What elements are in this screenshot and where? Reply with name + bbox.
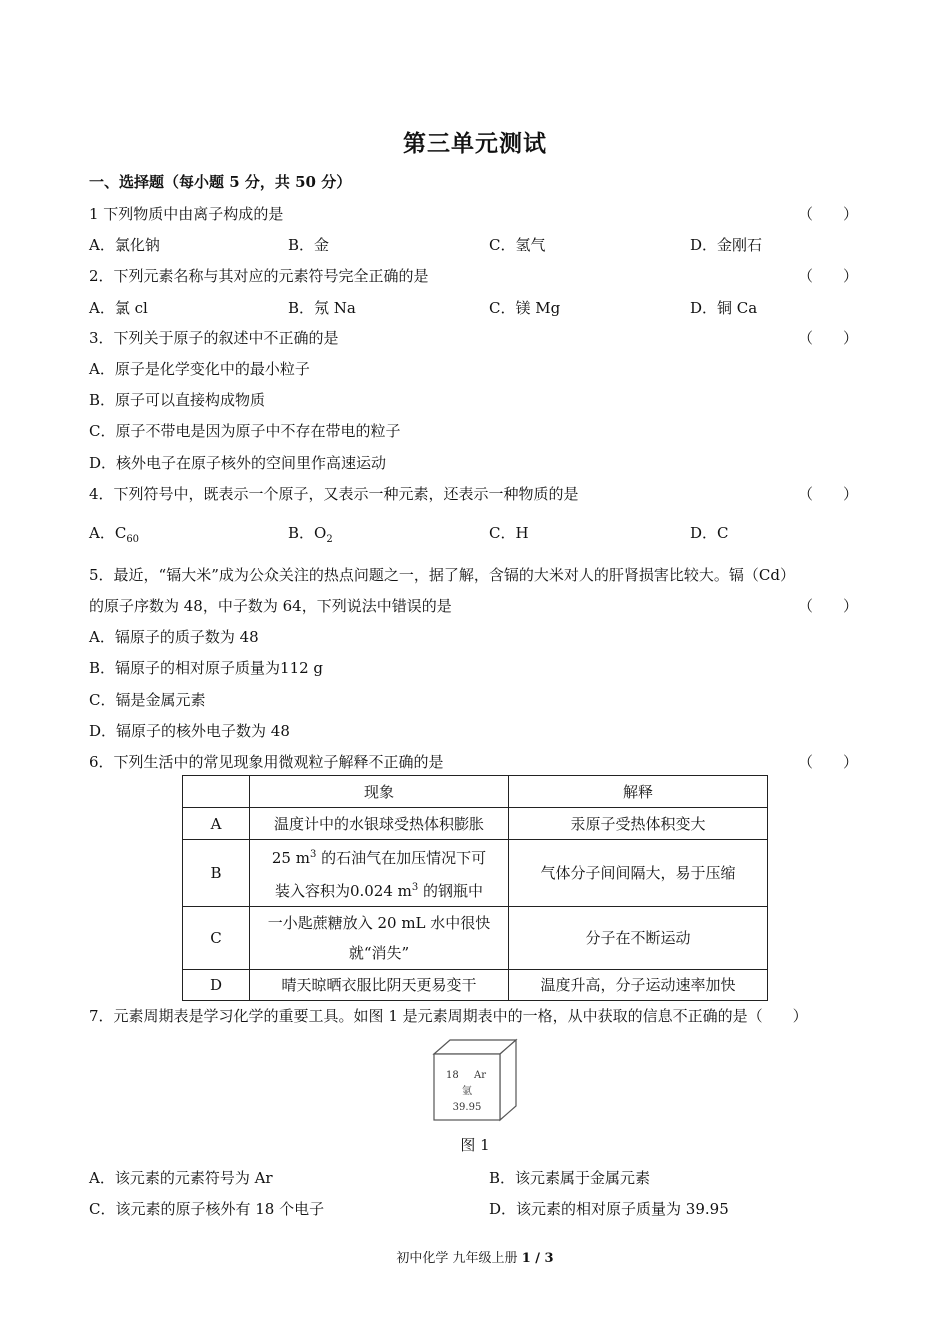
q4-option-a: A．$C_{60}$ bbox=[89, 524, 140, 545]
q3-option-b: B．原子可以直接构成物质 bbox=[89, 391, 266, 409]
question-5-stem: 5．最近，“镉大米”成为公众关注的热点问题之一，据了解，含镉的大米对人的肝肾损害比较大。镉（Cd） bbox=[89, 566, 795, 584]
q1-option-c: C．氢气 bbox=[489, 236, 546, 254]
phenomenon-line-1: 一小匙蔗糖放入 20 mL 水中很快 bbox=[267, 914, 491, 932]
row-phenomenon bbox=[250, 907, 509, 970]
answer-paren: （ ） bbox=[798, 597, 859, 615]
q7-option-c: C．该元素的原子核外有 18 个电子 bbox=[89, 1200, 325, 1218]
question-7-stem: 7．元素周期表是学习化学的重要工具。如图 1 是元素周期表中的一格，从中获取的信息不正确的是（ ） bbox=[89, 1007, 808, 1025]
table-header-cell bbox=[183, 776, 250, 808]
q4-option-d: D．C bbox=[690, 524, 729, 542]
q7-option-b: B．该元素属于金属元素 bbox=[489, 1169, 651, 1187]
q5-option-c: C．镉是金属元素 bbox=[89, 691, 206, 709]
row-phenomenon bbox=[250, 840, 509, 907]
q2-option-a: A．氯 cl bbox=[89, 299, 148, 317]
q3-option-d: D．核外电子在原子核外的空间里作高速运动 bbox=[89, 454, 387, 472]
phenomenon-line-1: 25 $m^3$ 的石油气在加压情况下可 bbox=[271, 849, 487, 867]
answer-paren: （ ） bbox=[798, 485, 859, 503]
row-explanation: 温度升高，分子运动速率加快 bbox=[509, 970, 768, 1001]
q6-table bbox=[182, 775, 768, 1001]
answer-paren: （ ） bbox=[798, 329, 859, 347]
periodic-table-cell-figure bbox=[428, 1038, 520, 1122]
q4-option-c: C．H bbox=[489, 524, 529, 542]
q5-option-d: D．镉原子的核外电子数为 48 bbox=[89, 722, 290, 740]
row-explanation: 分子在不断运动 bbox=[509, 907, 768, 970]
figure-caption: 图 1 bbox=[460, 1136, 490, 1154]
q1-option-b: B．金 bbox=[288, 236, 330, 254]
row-label: C bbox=[183, 907, 250, 970]
answer-paren: （ ） bbox=[798, 205, 859, 223]
table-row bbox=[183, 840, 768, 907]
section-heading: 一、选择题（每小题 5 分，共 50 分） bbox=[89, 173, 352, 191]
table-header-phenomenon: 现象 bbox=[250, 776, 509, 808]
answer-paren: （ ） bbox=[798, 753, 859, 771]
question-3-stem: 3．下列关于原子的叙述中不正确的是 bbox=[89, 329, 339, 347]
row-label: A bbox=[183, 808, 250, 840]
question-6-stem: 6．下列生活中的常见现象用微观粒子解释不正确的是 bbox=[89, 753, 444, 771]
atomic-number: 18 bbox=[446, 1070, 459, 1081]
table-row bbox=[183, 907, 768, 970]
table-row bbox=[183, 808, 768, 840]
row-explanation: 气体分子间间隔大，易于压缩 bbox=[509, 840, 768, 907]
phenomenon-line-2: 就“消失” bbox=[348, 944, 410, 962]
q3-option-c: C．原子不带电是因为原子中不存在带电的粒子 bbox=[89, 422, 401, 440]
page-footer: 初中化学 九年级上册 1 / 3 bbox=[396, 1251, 554, 1266]
question-4-stem: 4．下列符号中，既表示一个原子，又表示一种元素，还表示一种物质的是 bbox=[89, 485, 579, 503]
phenomenon-line-2: 装入容积为0.024 $m^3$ 的钢瓶中 bbox=[274, 882, 484, 900]
table-row bbox=[183, 970, 768, 1001]
q2-option-b: B．氖 Na bbox=[288, 299, 356, 317]
table-header-explanation: 解释 bbox=[509, 776, 768, 808]
question-1-stem: 1 下列物质中由离子构成的是 bbox=[89, 205, 284, 223]
question-5-stem-cont: 的原子序数为 48，中子数为 64，下列说法中错误的是 bbox=[89, 597, 452, 615]
question-2-stem: 2．下列元素名称与其对应的元素符号完全正确的是 bbox=[89, 267, 429, 285]
element-name: 氩 bbox=[462, 1086, 472, 1097]
q4-option-b: B．$O_2$ bbox=[288, 524, 333, 545]
q3-option-a: A．原子是化学变化中的最小粒子 bbox=[89, 360, 310, 378]
row-phenomenon: 温度计中的水银球受热体积膨胀 bbox=[250, 808, 509, 840]
row-label: D bbox=[183, 970, 250, 1001]
element-symbol: Ar bbox=[474, 1070, 487, 1081]
row-label: B bbox=[183, 840, 250, 907]
q2-option-c: C．镁 Mg bbox=[489, 299, 561, 317]
q5-option-a: A．镉原子的质子数为 48 bbox=[89, 628, 259, 646]
q1-option-a: A．氯化钠 bbox=[89, 236, 160, 254]
q2-option-d: D．铜 Ca bbox=[690, 299, 758, 317]
q5-option-b: B．镉原子的相对原子质量为112 g bbox=[89, 659, 324, 677]
q7-option-a: A．该元素的元素符号为 Ar bbox=[89, 1169, 273, 1187]
table-header-row bbox=[183, 776, 768, 808]
atomic-mass: 39.95 bbox=[452, 1102, 482, 1113]
page-number: 1 / 3 bbox=[521, 1251, 554, 1266]
row-explanation: 汞原子受热体积变大 bbox=[509, 808, 768, 840]
q7-option-d: D．该元素的相对原子质量为 39.95 bbox=[489, 1200, 729, 1218]
q1-option-d: D．金刚石 bbox=[690, 236, 763, 254]
page-title: 第三单元测试 bbox=[403, 130, 547, 157]
row-phenomenon: 晴天晾晒衣服比阴天更易变干 bbox=[250, 970, 509, 1001]
answer-paren: （ ） bbox=[798, 267, 859, 285]
